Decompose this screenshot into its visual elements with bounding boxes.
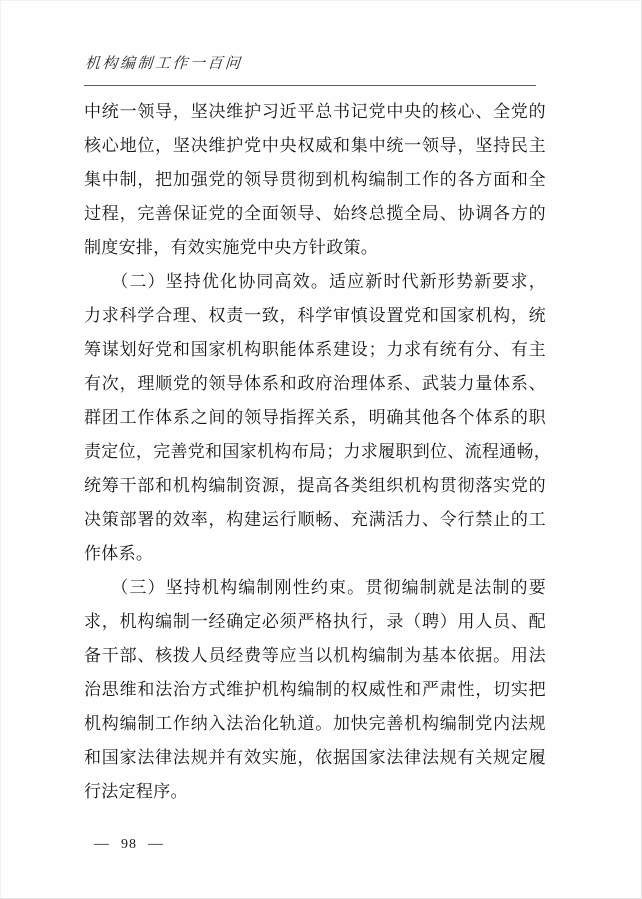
text-line: 责定位，完善党和国家机构布局；力求履职到位、流程通畅， [84, 442, 552, 461]
text-line: 有次，理顺党的领导体系和政府治理体系、武装力量体系、 [84, 374, 546, 393]
text-line: 统筹干部和机构编制资源，提高各类组织机构贯彻落实党的 [84, 476, 546, 495]
text-line: 求，机构编制一经确定必须严格执行，录（聘）用人员、配 [84, 612, 546, 631]
text-line: 备干部、核拨人员经费等应当以机构编制为基本依据。用法 [84, 646, 546, 665]
text-line: 力求科学合理、权责一致，科学审慎设置党和国家机构，统 [84, 306, 546, 325]
text-line: 行法定程序。 [84, 782, 188, 801]
text-line: （三）坚持机构编制刚性约束。贯彻编制就是法制的要 [111, 578, 546, 597]
text-line: 治思维和法治方式维护机构编制的权威性和严肃性，切实把 [84, 680, 546, 699]
page-footer [94, 836, 164, 853]
footer-dash-left: — [94, 836, 110, 852]
text-line: 筹谋划好党和国家机构职能体系建设；力求有统有分、有主 [84, 340, 546, 359]
text-line: 过程，完善保证党的全面领导、始终总揽全局、协调各方的 [84, 204, 546, 223]
header-rule [84, 85, 536, 86]
text-line: 作体系。 [84, 544, 154, 563]
text-line: 集中制，把加强党的领导贯彻到机构编制工作的各方面和全 [84, 170, 546, 189]
running-header-title: 机构编制工作一百问 [84, 56, 243, 72]
body-text [84, 95, 552, 809]
text-line: 决策部署的效率，构建运行顺畅、充满活力、令行禁止的工 [84, 510, 546, 529]
text-line: 群团工作体系之间的领导指挥关系，明确其他各个体系的职 [84, 408, 546, 427]
footer-dash-right: — [148, 836, 164, 852]
text-line: （二）坚持优化协同高效。适应新时代新形势新要求， [111, 272, 546, 291]
text-line: 机构编制工作纳入法治化轨道。加快完善机构编制党内法规 [84, 714, 546, 733]
text-line: 和国家法律法规并有效实施，依据国家法律法规有关规定履 [84, 748, 546, 767]
text-line: 核心地位，坚决维护党中央权威和集中统一领导，坚持民主 [84, 136, 546, 155]
text-line: 制度安排，有效实施党中央方针政策。 [84, 238, 379, 257]
text-line: 中统一领导，坚决维护习近平总书记党中央的核心、全党的 [84, 102, 546, 121]
page-number: 98 [121, 837, 137, 852]
